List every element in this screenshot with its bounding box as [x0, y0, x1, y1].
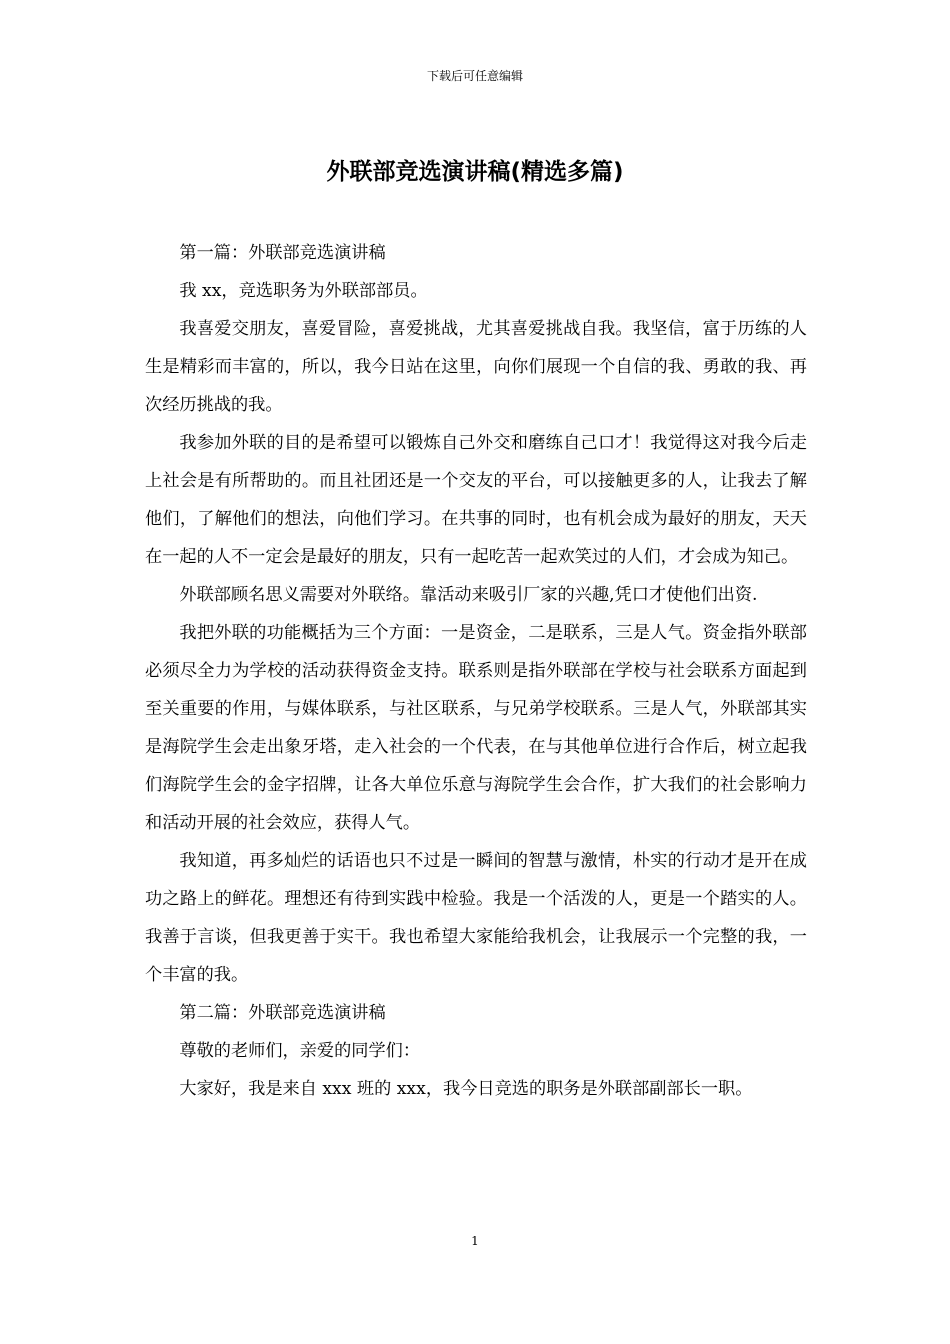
section-heading-2: 第二篇：外联部竞选演讲稿 [179, 1003, 386, 1023]
paragraph: 外联部顾名思义需要对外联络。靠活动来吸引厂家的兴趣,凭口才使他们出资. [179, 585, 758, 605]
paragraph: 我知道，再多灿烂的话语也只不过是一瞬间的智慧与激情，朴实的行动才是开在成功之路上的鲜花。理想还有待到实践中检验。我是一个活泼的人，更是一个踏实的人。我善于言谈，但我更善于实干。我也希望大家能给我机会，让我展示一个完整的我，一个丰富的我。 [145, 851, 807, 985]
section-heading-1: 第一篇：外联部竞选演讲稿 [179, 243, 386, 263]
document-body [145, 234, 807, 1108]
paragraph: 尊敬的老师们，亲爱的同学们： [179, 1041, 421, 1061]
paragraph: 我喜爱交朋友，喜爱冒险，喜爱挑战，尤其喜爱挑战自我。我坚信，富于历练的人生是精彩而丰富的，所以，我今日站在这里，向你们展现一个自信的我、勇敢的我、再次经历挑战的我。 [145, 319, 807, 415]
paragraph: 我参加外联的目的是希望可以锻炼自己外交和磨练自己口才！我觉得这对我今后走上社会是有所帮助的。而且社团还是一个交友的平台，可以接触更多的人，让我去了解他们，了解他们的想法，向他们学习。在共事的同时，也有机会成为最好的朋友，天天在一起的人不一定会是最好的朋友，只有一起吃苦一起欢笑过的人们，才会成为知己。 [145, 433, 807, 567]
document-title: 外联部竞选演讲稿(精选多篇) [326, 159, 624, 185]
paragraph: 我 xx，竞选职务为外联部部员。 [179, 281, 428, 301]
page-header-note: 下载后可任意编辑 [426, 69, 523, 83]
paragraph: 大家好，我是来自 xxx 班的 xxx，我今日竞选的职务是外联部副部长一职。 [179, 1079, 753, 1099]
paragraph: 我把外联的功能概括为三个方面：一是资金，二是联系，三是人气。资金指外联部必须尽全力为学校的活动获得资金支持。联系则是指外联部在学校与社会联系方面起到至关重要的作用，与媒体联系，与社区联系，与兄弟学校联系。三是人气，外联部其实是海院学生会走出象牙塔，走入社会的一个代表，在与其他单位进行合作后，树立起我们海院学生会的金字招牌，让各大单位乐意与海院学生会合作，扩大我们的社会影响力和活动开展的社会效应，获得人气。 [145, 623, 807, 833]
page-number: 1 [471, 1234, 479, 1248]
